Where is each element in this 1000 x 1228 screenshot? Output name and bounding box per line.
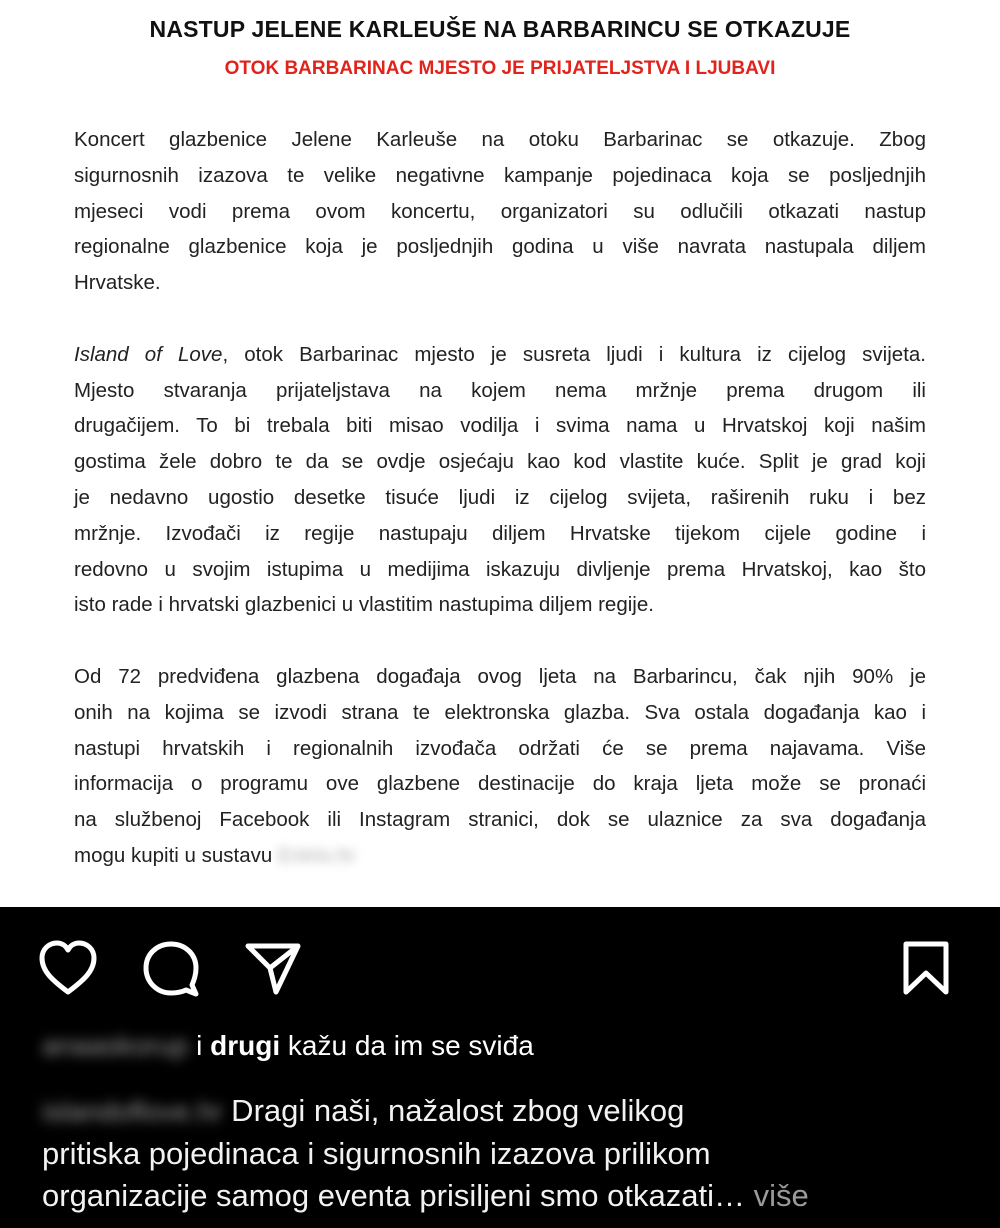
blurred-username[interactable]: anaaskorup [42,1030,189,1061]
text-line: nastupi hrvatskih i regionalnih izvođača održati će se prema najavama. Više [74,736,926,760]
blurred-website: Entrio.hr [277,843,356,867]
comment-icon [142,940,200,998]
text-line: Od 72 predviđena glazbena događaja ovog ljeta na Barbarincu, čak njih 90% je [74,664,926,688]
text-line: mjeseci vodi prema ovom koncertu, organizatori su odlučili otkazati nastup [74,199,926,223]
text-line: Koncert glazbenice Jelene Karleuše na otoku Barbarinac se otkazuje. Zbog [74,128,926,151]
comment-button[interactable] [142,940,200,1003]
post-caption [42,1090,962,1217]
italic-phrase: Island of Love [74,342,223,366]
paragraph-1 [74,122,926,301]
text-line: sigurnosnih izazova te velike negativne kampanje pojedinaca koja se posljednjih [74,163,926,187]
text-line: isto rade i hrvatski glazbenici u vlastitim nastupima diljem regije. [74,593,654,617]
text-line: na službenoj Facebook ili Instagram stranici, dok se ulaznice za sva događanja [74,808,926,832]
likes-suffix: kažu da im se sviđa [280,1030,534,1061]
text-line: redovno u svojim istupima u medijima iskazuju divljenje prema Hrvatskoj, kao što [74,557,926,581]
more-link[interactable]: više [753,1178,809,1213]
share-button[interactable] [244,940,302,1003]
likes-others[interactable]: drugi [210,1030,281,1061]
caption-line: Dragi naši, nažalost zbog velikog [222,1093,685,1128]
likes-connector: i [188,1030,211,1061]
paragraph-3 [74,659,926,874]
text-line: gostima žele dobro te da se ovdje osjećaju kao kod vlastite kuće. Split je grad koji [74,450,926,474]
document-title: NASTUP JELENE KARLEUŠE NA BARBARINCU SE OTKAZUJE [149,16,851,42]
text-line [74,337,926,373]
text-line: Hrvatske. [74,271,161,295]
text-fragment: , otok Barbarinac mjesto je susreta ljudi i kultura iz cijelog svijeta. [222,342,926,366]
text-line [74,838,926,874]
text-line: drugačijem. To bi trebala biti misao vodilja i svima nama u Hrvatskoj koji našim [74,414,926,438]
share-icon [244,940,302,998]
text-line: regionalne glazbenice koja je posljednjih godina u više navrata nastupala diljem [74,235,926,259]
text-line: informacija o programu ove glazbene destinacije do kraja ljeta može se pronaći [74,772,926,796]
document-body [74,122,926,907]
caption-line: pritiska pojedinaca i sigurnosnih izazova prilikom [42,1136,711,1171]
caption-line: organizacije samog eventa prisiljeni smo otkazati… [42,1178,754,1213]
likes-summary[interactable] [42,1030,534,1062]
paragraph-2 [74,337,926,623]
text-line: onih na kojima se izvodi strana te elektronska glazba. Sva ostala događanja kao i [74,700,926,724]
text-fragment: mogu kupiti u sustavu [74,843,278,867]
save-button[interactable] [902,940,950,1001]
text-line: mržnje. Izvođači iz regije nastupaju diljem Hrvatske tijekom cijele godine i [74,521,926,545]
like-button[interactable] [38,940,98,1001]
caption-username[interactable]: islandoflove.hr [42,1096,223,1127]
bookmark-icon [902,940,950,996]
heart-icon [38,940,98,996]
text-line: je nedavno ugostio desetke tisuće ljudi iz cijelog svijeta, raširenih ruku i bez [74,485,926,509]
document-subtitle: OTOK BARBARINAC MJESTO JE PRIJATELJSTVA I LJUBAVI [224,58,776,79]
text-line: Mjesto stvaranja prijateljstava na kojem nema mržnje prema drugom ili [74,378,926,402]
